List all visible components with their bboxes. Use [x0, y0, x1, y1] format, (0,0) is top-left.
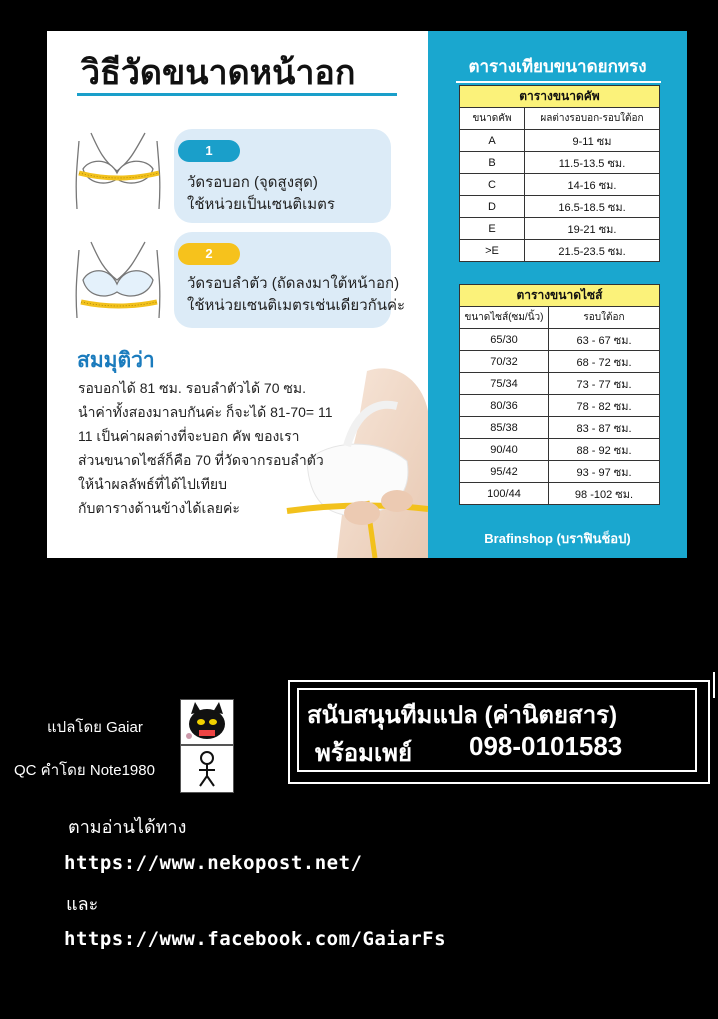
- cup-table-header: ผลต่างรอบอก-รอบใต้อก: [525, 108, 660, 130]
- size-cell: 70/32: [460, 351, 549, 373]
- step2-line2: ใช้หน่วยเซนติเมตรเช่นเดียวกันค่ะ: [187, 297, 406, 314]
- size-cell: 80/36: [460, 395, 549, 417]
- size-table-header: รอบใต้อก: [549, 307, 660, 329]
- table-row: [460, 483, 660, 505]
- cup-cell: E: [460, 218, 525, 240]
- size-cell: 95/42: [460, 461, 549, 483]
- and-label: และ: [66, 894, 99, 914]
- bra-size-infographic: [47, 31, 687, 558]
- underbust-cell: 63 - 67 ซม.: [549, 329, 660, 351]
- step2-text: [187, 273, 405, 317]
- size-cell: 90/40: [460, 439, 549, 461]
- brand-label: Brafinshop (บราฟินช็อป): [484, 531, 631, 546]
- table-row: [460, 395, 660, 417]
- cup-range-cell: 14-16 ซม.: [525, 174, 660, 196]
- table-row: [460, 373, 660, 395]
- cup-range-cell: 16.5-18.5 ซม.: [525, 196, 660, 218]
- table-row: [460, 351, 660, 373]
- promptpay-number: 098-0101583: [469, 731, 623, 761]
- example-line: ให้นำผลลัพธ์ที่ได้ไปเทียบ: [78, 476, 228, 492]
- size-table-title: ตารางขนาดไซส์: [460, 285, 660, 307]
- table-row: [460, 461, 660, 483]
- underbust-cell: 73 - 77 ซม.: [549, 373, 660, 395]
- example-heading: สมมุติว่า: [77, 349, 155, 372]
- example-text: [78, 376, 333, 520]
- edge-mark: [713, 672, 715, 698]
- stick-figure-icon: [180, 745, 234, 793]
- example-line: กับตารางด้านข้างได้เลยค่ะ: [78, 500, 240, 516]
- size-cell: 75/34: [460, 373, 549, 395]
- underbust-cell: 93 - 97 ซม.: [549, 461, 660, 483]
- cup-range-cell: 21.5-23.5 ซม.: [525, 240, 660, 262]
- size-table-header: ขนาดไซส์(ซม/นิ้ว): [460, 307, 549, 329]
- cup-size-table: [459, 85, 660, 262]
- example-line: นำค่าทั้งสองมาลบกันค่ะ ก็จะได้ 81-70= 11: [78, 404, 333, 420]
- table-row: [460, 329, 660, 351]
- facebook-link[interactable]: https://www.facebook.com/GaiarFs: [64, 928, 447, 950]
- step1-line1: วัดรอบอก (จุดสูงสุด): [187, 174, 318, 191]
- comparison-title: ตารางเทียบขนาดยกทรง: [468, 57, 647, 76]
- table-row: [460, 240, 660, 262]
- infographic-title: วิธีวัดขนาดหน้าอก: [81, 54, 356, 92]
- comparison-underline: [456, 81, 661, 83]
- cup-range-cell: 19-21 ซม.: [525, 218, 660, 240]
- table-row: [460, 174, 660, 196]
- qc-credit: QC คำโดย Note1980: [14, 762, 155, 779]
- underbust-cell: 68 - 72 ซม.: [549, 351, 660, 373]
- table-row: [460, 130, 660, 152]
- table-row: [460, 439, 660, 461]
- cup-cell: A: [460, 130, 525, 152]
- bra-bust-measure-icon: [69, 121, 167, 219]
- cup-cell: C: [460, 174, 525, 196]
- band-size-table: [459, 284, 660, 505]
- cup-table-header: ขนาดคัพ: [460, 108, 525, 130]
- bra-underbust-measure-icon: [69, 230, 167, 328]
- underbust-cell: 88 - 92 ซม.: [549, 439, 660, 461]
- step2-number: 2: [178, 243, 240, 265]
- cup-range-cell: 11.5-13.5 ซม.: [525, 152, 660, 174]
- title-underline: [77, 93, 397, 96]
- underbust-cell: 98 -102 ซม.: [549, 483, 660, 505]
- size-cell: 100/44: [460, 483, 549, 505]
- example-line: 11 เป็นค่าผลต่างที่จะบอก คัพ ของเรา: [78, 428, 300, 444]
- step1-number: 1: [178, 140, 240, 162]
- step1-text: [187, 172, 335, 216]
- underbust-cell: 83 - 87 ซม.: [549, 417, 660, 439]
- nekopost-link[interactable]: https://www.nekopost.net/: [64, 852, 363, 874]
- step2-line1: วัดรอบลำตัว (ถัดลงมาใต้หน้าอก): [187, 275, 400, 292]
- follow-label: ตามอ่านได้ทาง: [68, 817, 187, 837]
- size-cell: 85/38: [460, 417, 549, 439]
- measurement-guide-panel: [47, 31, 428, 558]
- cup-cell: D: [460, 196, 525, 218]
- cup-cell: B: [460, 152, 525, 174]
- size-cell: 65/30: [460, 329, 549, 351]
- size-comparison-panel: [428, 31, 687, 558]
- cup-range-cell: 9-11 ซม: [525, 130, 660, 152]
- table-row: [460, 196, 660, 218]
- table-row: [460, 417, 660, 439]
- table-row: [460, 218, 660, 240]
- translator-credit: แปลโดย Gaiar: [47, 719, 143, 736]
- cat-mascot-icon: [180, 699, 234, 745]
- cup-table-title: ตารางขนาดคัพ: [460, 86, 660, 108]
- support-team-text: สนับสนุนทีมแปล (ค่านิตยสาร): [307, 702, 618, 729]
- underbust-cell: 78 - 82 ซม.: [549, 395, 660, 417]
- step1-line2: ใช้หน่วยเป็นเซนติเมตร: [187, 196, 335, 213]
- example-line: รอบอกได้ 81 ซม. รอบลำตัวได้ 70 ซม.: [78, 380, 307, 396]
- table-row: [460, 152, 660, 174]
- example-line: ส่วนขนาดไซส์ก็คือ 70 ที่วัดจากรอบลำตัว: [78, 452, 324, 468]
- promptpay-label: พร้อมเพย์: [315, 740, 413, 767]
- cup-cell: >E: [460, 240, 525, 262]
